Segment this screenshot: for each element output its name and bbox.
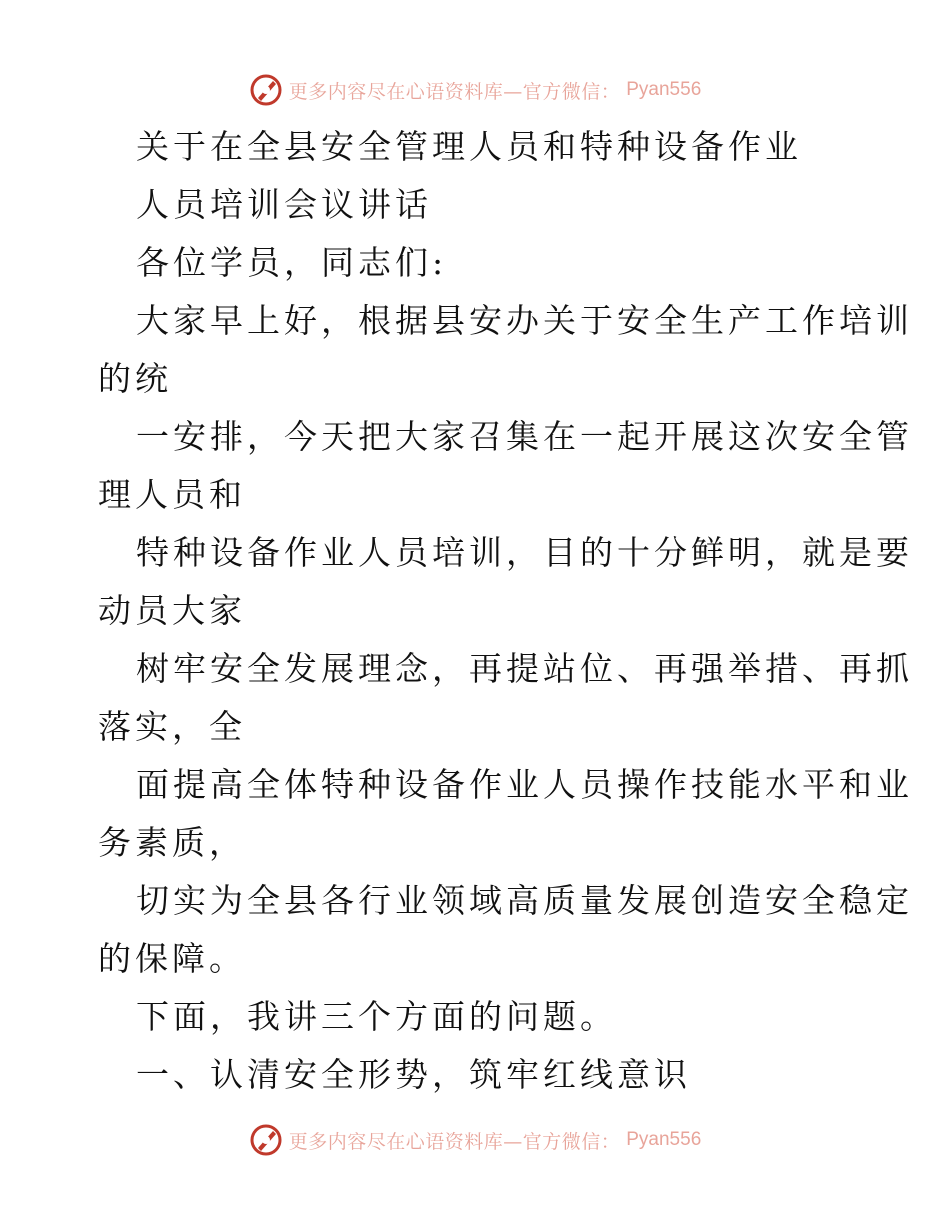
logo-icon [249,1123,283,1157]
paragraph-line: 理人员和 [98,475,246,514]
paragraph-line: 切实为全县各行业领域高质量发展创造安全稳定 [136,881,913,920]
watermark-text: 更多内容尽在心语资料库—官方微信： [288,1130,621,1153]
logo-icon [249,73,283,107]
watermark-wechat-id: Pyan556 [626,79,702,100]
paragraph-line: 务素质， [98,823,246,862]
salutation: 各位学员，同志们: [136,243,448,282]
watermark-footer [0,1122,950,1158]
section-heading: 一、认清安全形势，筑牢红线意识 [136,1055,691,1094]
paragraph-line: 动员大家 [98,591,246,630]
document-body [98,118,913,1104]
paragraph-line: 的统 [98,359,172,398]
title-line-1: 关于在全县安全管理人员和特种设备作业 [136,127,802,166]
paragraph-line: 大家早上好，根据县安办关于安全生产工作培训 [136,301,913,340]
title-line-2: 人员培训会议讲话 [136,185,432,224]
paragraph-line: 面提高全体特种设备作业人员操作技能水平和业 [136,765,913,804]
watermark-text: 更多内容尽在心语资料库—官方微信： [288,80,621,103]
paragraph-line: 树牢安全发展理念，再提站位、再强举措、再抓 [136,649,913,688]
paragraph-line: 下面，我讲三个方面的问题。 [136,997,617,1036]
paragraph-line: 落实，全 [98,707,246,746]
paragraph-line: 一安排，今天把大家召集在一起开展这次安全管 [136,417,913,456]
watermark-wechat-id: Pyan556 [626,1129,702,1150]
paragraph-line: 特种设备作业人员培训，目的十分鲜明，就是要 [136,533,913,572]
paragraph-line: 的保障。 [98,939,246,978]
watermark-header [0,72,950,108]
